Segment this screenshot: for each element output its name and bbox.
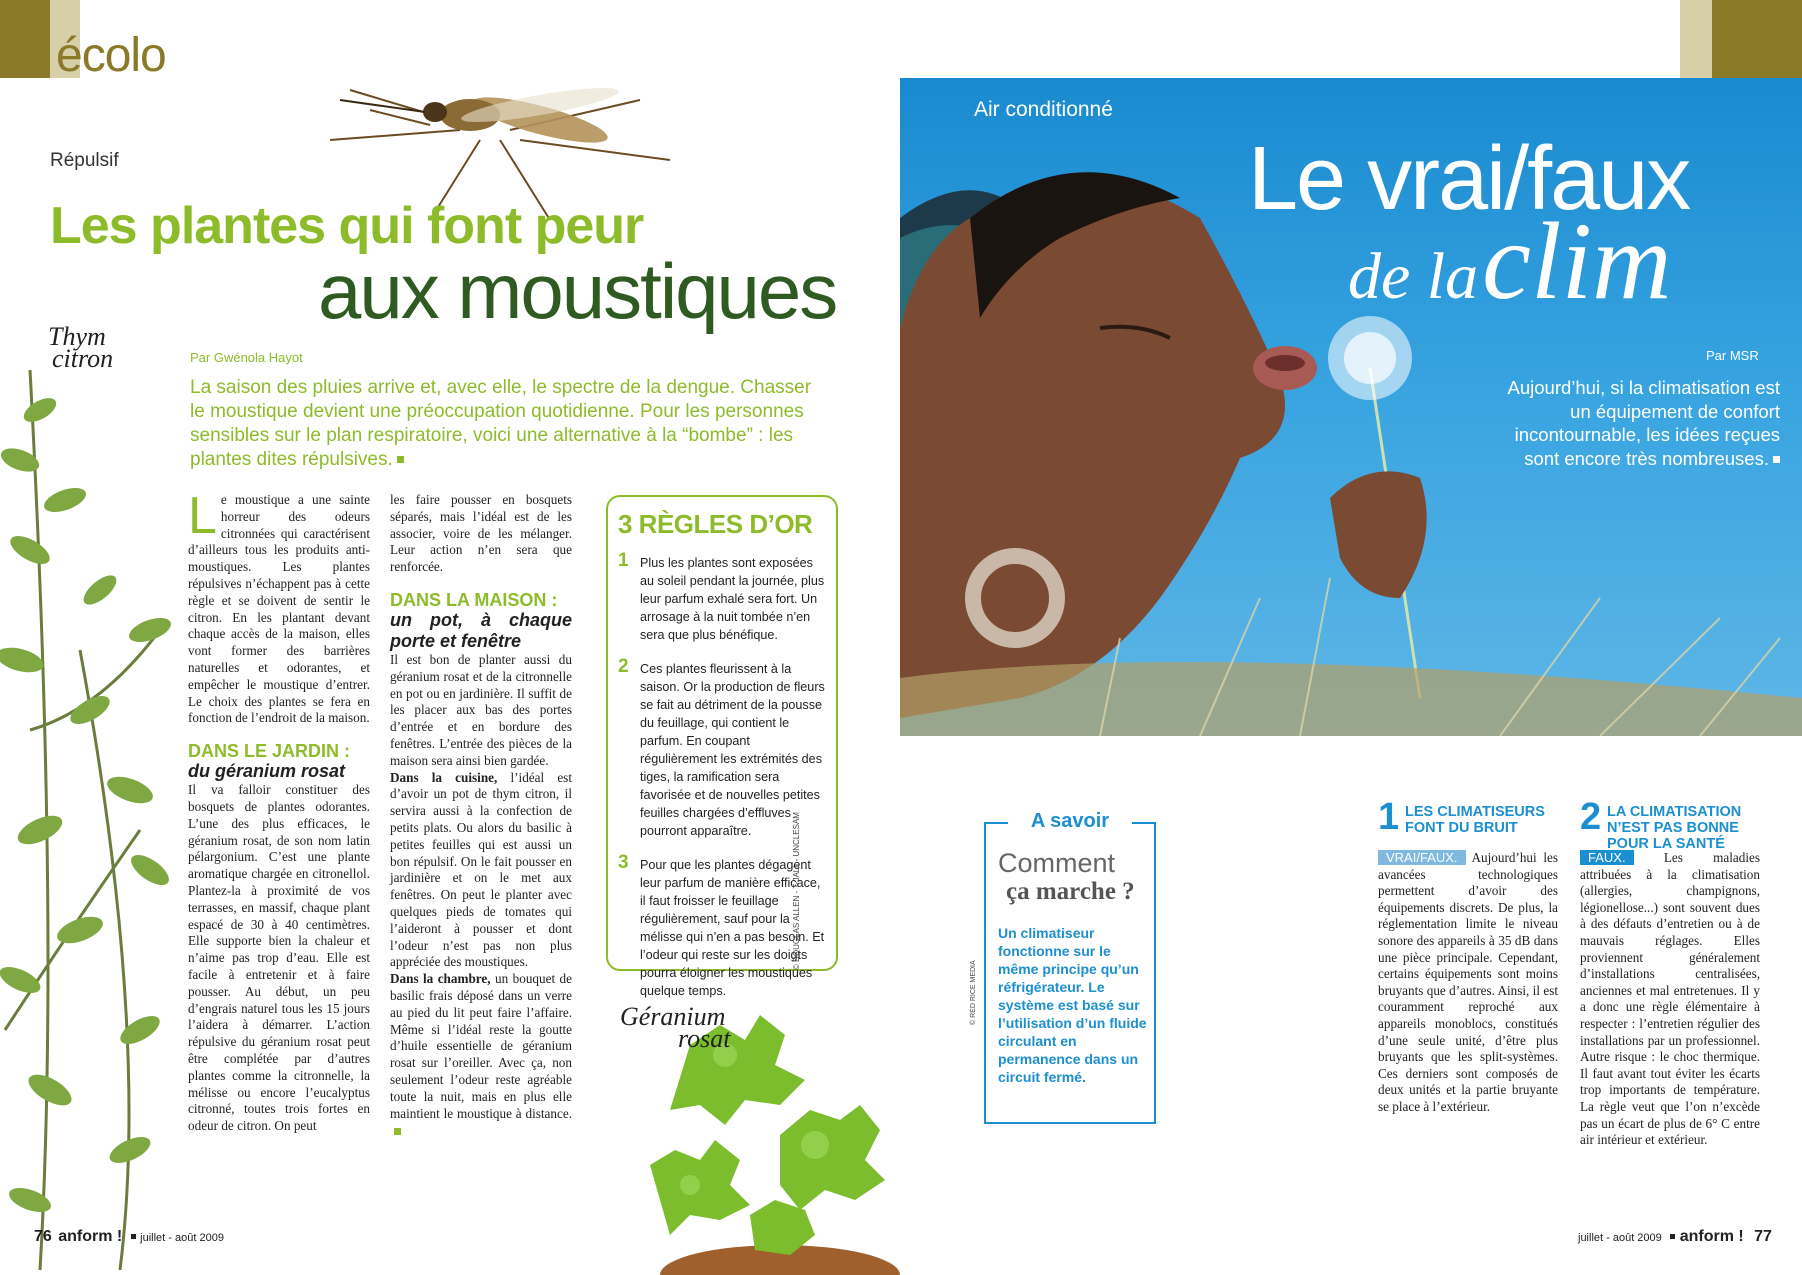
item2-text: Les maladies attribuées à la climatisation (allergies, champignons, légionellose...) sont souvent dues à des défauts d’entretien ou à de mauvais réglages. Elles proviennent généralement d’installations centralisées, anciennes et mal entretenues. Il y a donc une règle élémentaire à respecter : l’entretien régulier des installations par un professionnel. Autre risque : le choc thermique. Il faut avant tout éviter les écarts trop importants de température. La règle veut que l’on n’excède pas un écart de plus de 6° C entre air intérieur et extérieur. [1580, 850, 1760, 1148]
rule-text: Pour que les plantes dégagent leur parfum de manière efficace, il faut froisser le feuillage régulièrement, sauf pour la mélisse qui n’en a pas besoin. Et l’odeur qui reste sur les doigts pourra éloigner les moustiques quelque temps. [640, 858, 825, 998]
rule-text: Ces plantes fleurissent à la saison. Or la production de fleurs se fait au détriment de la pousse du feuillage, qui contient le parfum. En coupant régulièrement les extrémités des tiges, la ramification sera favorisée et de nouvelles petites feuilles chargées d’effluves pourront apparaître. [640, 662, 825, 838]
rules-box [606, 495, 838, 998]
rule-number: 1 [618, 550, 629, 571]
end-mark [397, 456, 404, 463]
plant-label-thyme-line2: citron [52, 344, 114, 373]
subheading-maison: un pot, à chaque porte et fenêtre [390, 609, 572, 651]
rule-number: 3 [618, 852, 629, 873]
page-number-right: 77 [1754, 1228, 1772, 1245]
savoir-box [984, 810, 1156, 1124]
footer-right [1578, 1228, 1772, 1246]
kicker: Répulsif [50, 150, 119, 171]
plant-label-geranium-line2: rosat [678, 1024, 731, 1053]
col1-para1: e moustique a une sainte horreur des odeurs citronnées qui caractérisent d’ailleurs tous les produits anti-moustiques. Les plantes répulsives n’échappent pas à cette règle et se doivent de sentir le citron. En les plantant devant chaque accès de la maison, elles vont former des barrières naturelles et odorantes, et empêcher le moustique d’entrer. Le choix des plantes se fera en fonction de l’endroit de la maison. [188, 492, 370, 726]
footer-separator [131, 1234, 136, 1239]
col1-para2: Il va falloir constituer des bosquets de plantes odorantes. L’une des plus efficaces, le géranium rosat, de son nom latin pélargonium. C’est une plante aromatique chargée en citronellol. Plantez-la à proximité de vos terrasses, en massif, chaque plant espacé de 30 à 40 centimètres. Elle supporte bien la chaleur et n’aime pas trop d’eau. Elle est facile à entretenir et à faire pousser. Au début, un peu d’engrais naturel tous les 15 jours l’aidera à démarrer. L’action répulsive du géranium rosat peut être complétée par d’autres plantes comme la citronnelle, la mélisse ou encore l’eucalyptus citronné, toutes trois fortes en odeur de citron. On peut [188, 782, 370, 1134]
section-tag: écolo [56, 29, 166, 82]
col2-para3: l’idéal est d’avoir un pot de thym citron, il servira aussi à la confection de petits plats. Ou alors du basilic à petites feuilles qui est aussi un bon répulsif. On le fait pousser en jardinière et on le met aux fenêtres. On peut le planter avec quelques pieds de tomates qui l’aideront à pousser et dont l’odeur n’est pas non plus appréciée des moustiques. [390, 769, 572, 970]
intro-right [1490, 376, 1780, 470]
subheading-jardin: du géranium rosat [188, 761, 346, 782]
end-mark [394, 1128, 401, 1135]
byline: Par Gwénola Hayot [190, 350, 303, 365]
drop-cap: L [188, 487, 217, 545]
item2-body [1580, 850, 1760, 1149]
item2-number: 2 [1580, 796, 1602, 838]
lead-chambre: Dans la chambre, [390, 971, 491, 987]
item1-text: Aujourd’hui les avancées technologiques permettent d’avoir des équipements discrets. De plus, la réglementation limite le niveau sonore des appareils à 35 dB dans une pièce principale. Cependant, certains équipements sont moins bruyants que d’autres. Ainsi, il est couramment reproché aux appareils monoblocs, constitués d’une seule unité, d’être plus bruyants que les split-systèmes. Ces derniers sont composés de deux unités et la partie bruyante se place à l’extérieur. [1378, 850, 1558, 1114]
intro-text [190, 376, 830, 472]
magazine-name: anform ! [58, 1228, 123, 1245]
photo-credit-right: © RED RICE MEDIA [970, 960, 977, 1025]
item1-title: LES CLIMATISEURS FONT DU BRUIT [1405, 804, 1545, 836]
item1-body [1378, 850, 1558, 1116]
plant-label-geranium-line1: Géranium [620, 1002, 726, 1031]
article-title-line2: aux moustiques [318, 247, 837, 335]
issue-date: juillet - août 2009 [140, 1232, 224, 1244]
plant-label-thyme-line1: Thym [48, 322, 106, 351]
column-2 [390, 492, 572, 1139]
thyme-plant-illustration [0, 330, 210, 1275]
end-mark [1773, 456, 1780, 463]
vraifaux-item-1 [1378, 796, 1558, 1116]
item1-verdict: VRAI/FAUX. [1378, 850, 1466, 865]
heading-maison: DANS LA MAISON : [390, 589, 558, 610]
plant-label-geranium [620, 1002, 731, 1053]
intro-text-content: La saison des pluies arrive et, avec elle, le spectre de la dengue. Chasser le moustique devient une préoccupation quotidienne. Pour les personnes sensibles sur le plan respiratoire, voici une alternative à la “bombe” : les plantes dites répulsives. [190, 377, 812, 470]
vraifaux-item-2 [1580, 796, 1760, 1149]
item2-verdict: FAUX. [1580, 850, 1634, 865]
column-1 [188, 487, 370, 1135]
issue-date-right: juillet - août 2009 [1578, 1232, 1662, 1244]
byline-right: Par MSR [1706, 348, 1759, 363]
savoir-box-sub2: ça marche ? [1006, 878, 1135, 905]
magazine-name-right: anform ! [1679, 1228, 1744, 1245]
col2-para4: un bouquet de basilic frais déposé dans un verre au pied du lit peut faire l’affaire. Même si l’idéal reste la goutte d’huile essentielle de géranium rosat sur l’oreiller. Avec ça, non seulement l’odeur reste agréable toute la nuit, mais en plus elle maintient le moustique à distance. [390, 971, 572, 1121]
item1-header [1378, 796, 1558, 850]
page-number: 76 [34, 1228, 52, 1245]
item2-title: LA CLIMATISATION N’EST PAS BONNE POUR LA SANTÉ [1607, 804, 1742, 852]
rule-item [618, 550, 826, 644]
rule-text: Plus les plantes sont exposées au soleil pendant la journée, plus leur parfum exhalé sera fort. Un arrosage à la nuit tombée n’en sera que plus bénéfique. [640, 556, 825, 642]
savoir-box-sub1: Comment [998, 848, 1116, 878]
savoir-box-title: A savoir [1030, 810, 1110, 832]
hero-photo [900, 78, 1802, 736]
item2-header [1580, 796, 1760, 852]
lead-cuisine: Dans la cuisine, [390, 769, 498, 785]
header-band-right [1672, 0, 1802, 78]
rule-number: 2 [618, 656, 629, 677]
article-title-line1: Les plantes qui font peur [50, 197, 644, 255]
title-right-dela: de la [1348, 240, 1479, 313]
intro-right-content: Aujourd’hui, si la climatisation est un équipement de confort incontournable, les idées reçues sont encore très nombreuses. [1507, 377, 1780, 469]
col2-para1: les faire pousser en bosquets séparés, mais l’idéal est de les associer, voire de les mélanger. Leur action n’en sera que renforcée. [390, 492, 572, 575]
footer-left [34, 1228, 224, 1246]
rules-box-title: 3 RÈGLES D’OR [618, 509, 813, 539]
col2-para2: Il est bon de planter aussi du géranium rosat et de la citronnelle en pot ou en jardinière. Il suffit de les placer aux bas des portes d’entrée et en bordure des fenêtres. L’entrée des pièces de la maison sera ainsi bien gardée. [390, 651, 572, 768]
footer-separator-right [1670, 1234, 1675, 1239]
title-right-line1: Le vrai/faux [1248, 129, 1690, 229]
title-right-clim: clim [1482, 200, 1672, 322]
item1-number: 1 [1378, 796, 1400, 838]
plant-label-thyme [48, 322, 114, 373]
photo-credit-left: © DOUGLAS ALLEN - T-JALL - UNCLESAM [792, 812, 801, 970]
kicker-right: Air conditionné [974, 98, 1113, 121]
savoir-box-text: Un climatiseur fonctionne sur le même principe qu’un réfrigérateur. Le système est basé sur l’utilisation d’un fluide circulant en permanence dans un circuit fermé. [998, 925, 1147, 1085]
heading-jardin: DANS LE JARDIN : [188, 741, 351, 762]
title-right-line2 [1348, 198, 1672, 325]
